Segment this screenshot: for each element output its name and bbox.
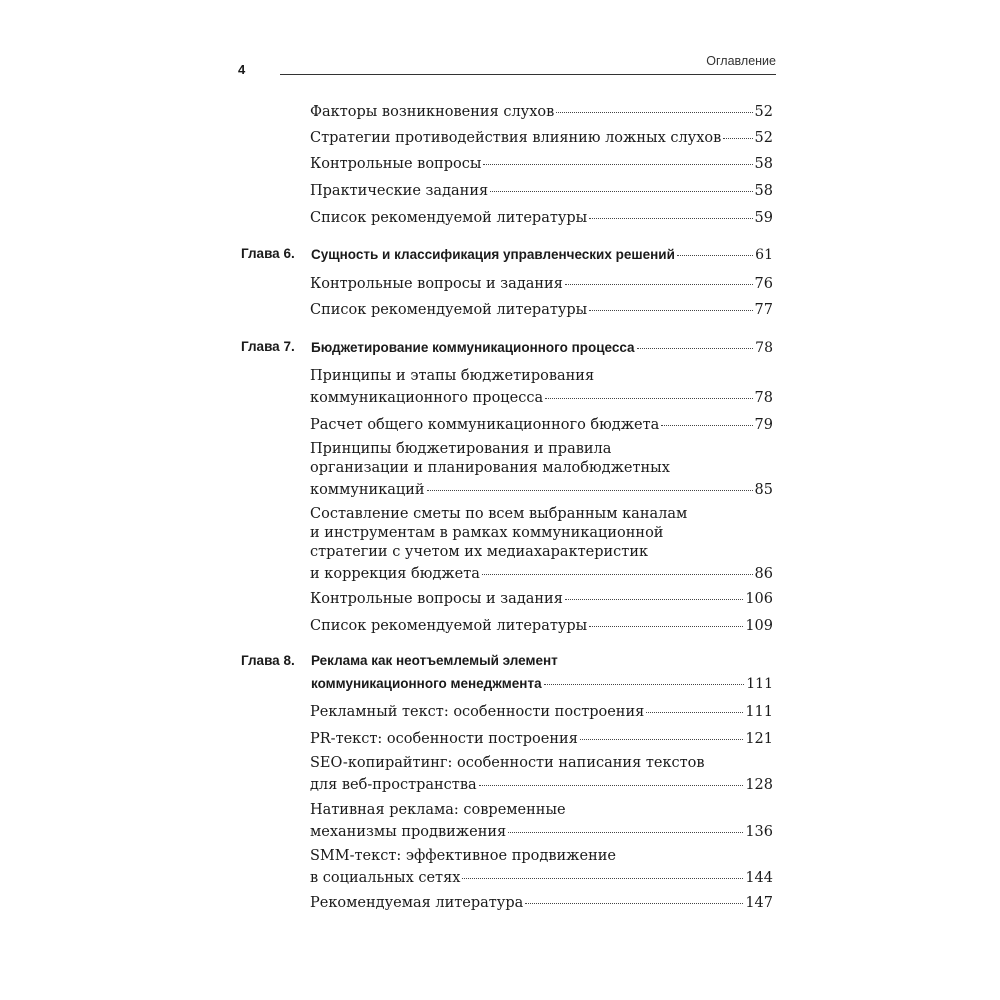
entry-title-line: и инструментам в рамках коммуникационной xyxy=(310,525,664,541)
toc-entry[interactable] xyxy=(310,126,773,148)
page-header xyxy=(238,52,776,82)
chapter-title: Бюджетирование коммуникационного процесса xyxy=(311,339,635,355)
entry-title-line: SEO-копирайтинг: особенности написания текстов xyxy=(310,755,705,771)
entry-page: 109 xyxy=(745,617,773,634)
chapter-label: Глава 6. xyxy=(241,246,295,261)
toc-chapter-6[interactable] xyxy=(241,244,773,265)
leader-dots xyxy=(479,770,744,786)
entry-page: 78 xyxy=(754,389,773,406)
entry-title: Список рекомендуемой литературы xyxy=(310,617,588,634)
toc-entry[interactable] xyxy=(310,272,773,294)
leader-dots xyxy=(677,241,753,256)
toc-entry[interactable] xyxy=(310,440,773,500)
toc-entry[interactable] xyxy=(310,847,773,888)
toc-entry[interactable] xyxy=(310,700,773,722)
toc-entry[interactable] xyxy=(310,801,773,842)
toc-chapter-7[interactable] xyxy=(241,337,773,358)
leader-dots xyxy=(589,611,743,627)
leader-dots xyxy=(482,559,753,575)
toc-entry[interactable] xyxy=(310,179,773,201)
toc-entry[interactable] xyxy=(310,413,773,435)
toc-entry[interactable] xyxy=(310,100,773,122)
entry-title: коммуникаций xyxy=(310,481,425,498)
chapter-title-line: Реклама как неотъемлемый элемент xyxy=(311,653,558,668)
chapter-page: 61 xyxy=(755,246,773,263)
entry-page: 52 xyxy=(754,129,773,146)
entry-title-line: Принципы и этапы бюджетирования xyxy=(310,368,595,384)
entry-page: 58 xyxy=(754,155,773,172)
toc-entry[interactable] xyxy=(310,891,773,913)
entry-page: 147 xyxy=(745,894,773,911)
leader-dots xyxy=(483,149,752,165)
page-number: 4 xyxy=(238,62,246,77)
entry-page: 86 xyxy=(754,565,773,582)
entry-page: 52 xyxy=(754,103,773,120)
entry-title: в социальных сетях xyxy=(310,869,461,886)
leader-dots xyxy=(544,670,745,685)
entry-page: 85 xyxy=(754,481,773,498)
leader-dots xyxy=(508,817,743,833)
entry-page: 58 xyxy=(754,182,773,199)
toc-entry[interactable] xyxy=(310,505,773,584)
toc-entry[interactable] xyxy=(310,587,773,609)
entry-title: Контрольные вопросы и задания xyxy=(310,275,563,292)
entry-title: механизмы продвижения xyxy=(310,823,507,840)
entry-title: Список рекомендуемой литературы xyxy=(310,301,588,318)
toc-entry[interactable] xyxy=(310,727,773,749)
chapter-label: Глава 8. xyxy=(241,653,295,668)
toc-entry[interactable] xyxy=(310,614,773,636)
toc-entry[interactable] xyxy=(310,206,773,228)
entry-page: 111 xyxy=(745,703,773,720)
entry-page: 121 xyxy=(745,730,773,747)
entry-title: Контрольные вопросы xyxy=(310,155,482,172)
header-rule xyxy=(280,74,776,75)
entry-title: для веб-пространства xyxy=(310,776,477,793)
entry-title: Контрольные вопросы и задания xyxy=(310,590,563,607)
entry-title: Список рекомендуемой литературы xyxy=(310,209,588,226)
chapter-page: 111 xyxy=(746,675,773,692)
leader-dots xyxy=(490,176,752,192)
leader-dots xyxy=(565,584,743,600)
entry-title: Практические задания xyxy=(310,182,489,199)
entry-title-line: Нативная реклама: современные xyxy=(310,802,566,818)
leader-dots xyxy=(723,123,752,139)
chapter-page: 78 xyxy=(755,339,773,356)
chapter-label: Глава 7. xyxy=(241,339,295,354)
entry-title-line: Принципы бюджетирования и правила xyxy=(310,441,612,457)
leader-dots xyxy=(525,888,743,904)
toc-entry[interactable] xyxy=(310,298,773,320)
leader-dots xyxy=(589,203,752,219)
entry-page: 59 xyxy=(754,209,773,226)
entry-page: 136 xyxy=(745,823,773,840)
entry-title: Рекламный текст: особенности построения xyxy=(310,703,645,720)
entry-title: PR-текст: особенности построения xyxy=(310,730,578,747)
leader-dots xyxy=(646,697,743,713)
entry-title-line: организации и планирования малобюджетных xyxy=(310,460,670,476)
entry-title: Рекомендуемая литература xyxy=(310,894,524,911)
toc-chapter-8[interactable] xyxy=(241,651,773,694)
toc-entry[interactable] xyxy=(310,367,773,408)
chapter-title: коммуникационного менеджмента xyxy=(311,675,542,691)
entry-page: 144 xyxy=(745,869,773,886)
entry-title: Расчет общего коммуникационного бюджета xyxy=(310,416,660,433)
leader-dots xyxy=(556,97,752,113)
entry-page: 76 xyxy=(754,275,773,292)
leader-dots xyxy=(462,863,743,879)
leader-dots xyxy=(661,410,752,426)
leader-dots xyxy=(589,295,752,311)
leader-dots xyxy=(545,383,752,399)
toc-entry[interactable] xyxy=(310,152,773,174)
entry-page: 77 xyxy=(754,301,773,318)
entry-page: 128 xyxy=(745,776,773,793)
entry-title-line: Составление сметы по всем выбранным каналам xyxy=(310,506,688,522)
entry-title: Стратегии противодействия влиянию ложных слухов xyxy=(310,129,722,146)
entry-title: Факторы возникновения слухов xyxy=(310,103,555,120)
running-head: Оглавление xyxy=(706,54,776,68)
entry-title: и коррекция бюджета xyxy=(310,565,480,582)
leader-dots xyxy=(427,475,753,491)
leader-dots xyxy=(580,724,743,740)
entry-title-line: стратегии с учетом их медиахарактеристик xyxy=(310,544,649,560)
entry-page: 106 xyxy=(745,590,773,607)
entry-page: 79 xyxy=(754,416,773,433)
chapter-title: Сущность и классификация управленческих решений xyxy=(311,246,675,262)
toc-entry[interactable] xyxy=(310,754,773,795)
entry-title: коммуникационного процесса xyxy=(310,389,544,406)
leader-dots xyxy=(565,269,753,285)
entry-title-line: SMM-текст: эффективное продвижение xyxy=(310,848,616,864)
leader-dots xyxy=(637,334,754,349)
